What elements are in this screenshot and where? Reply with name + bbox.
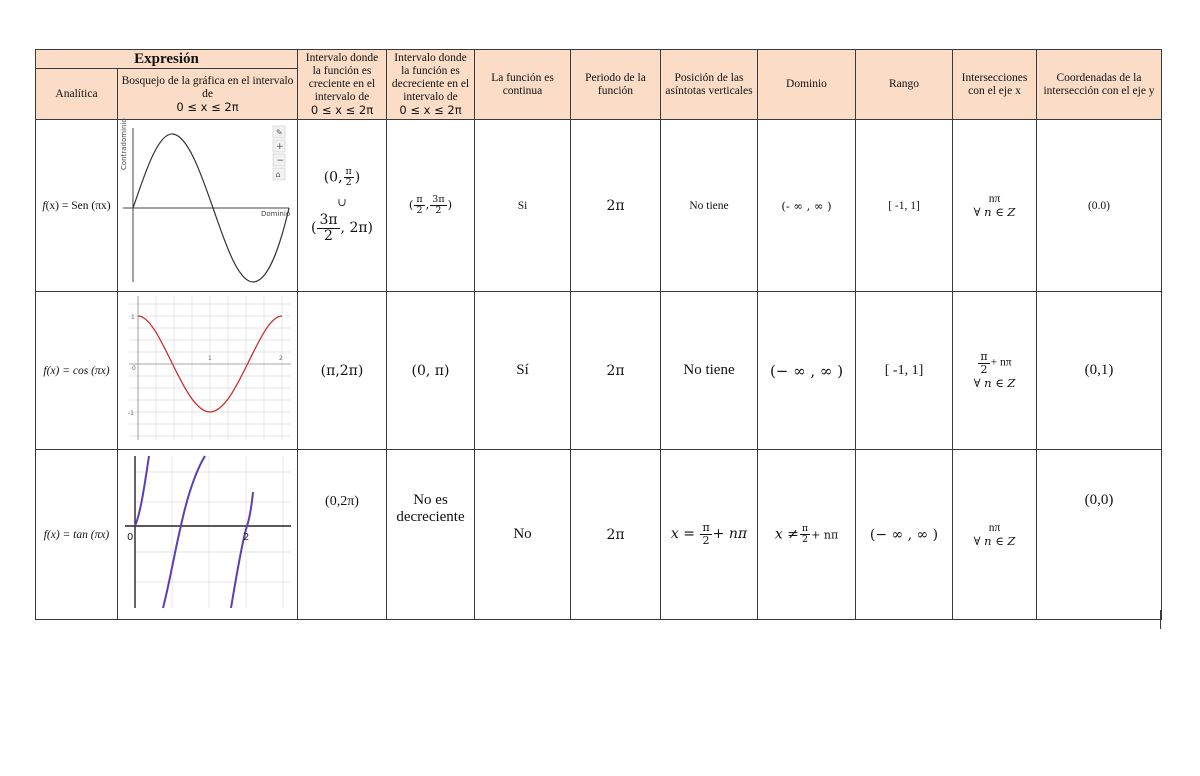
cosine-x-one-label: 1 (207, 355, 212, 362)
tangent-graph (121, 452, 295, 612)
cosine-y-bottom-label: -1 (127, 410, 134, 417)
tan-intersecciones-top: nπ (988, 521, 1001, 534)
function-table-document (35, 49, 1161, 620)
sen-dominio-cell: (- ∞ , ∞ ) (758, 120, 856, 292)
cosine-x-two-label: 2 (278, 355, 283, 362)
sen-creciente-b-num: 3π (319, 212, 338, 229)
sen-creciente-a-frac (344, 167, 354, 188)
decreciente-header-text: Intervalo donde la función es decreciente en el intervalo de (391, 52, 470, 103)
tan-decreciente-cell: No es decreciente (387, 450, 475, 620)
function-properties-table (35, 49, 1162, 620)
cosine-grid (129, 296, 291, 440)
bosquejo-header-range: 0 ≤ x ≤ 2π (176, 99, 239, 114)
sen-decreciente-open: ( (408, 197, 414, 212)
sine-graph (119, 118, 295, 284)
cosine-y-top-label: 1 (130, 314, 135, 321)
cos-asintotas-cell: No tiene (661, 292, 758, 450)
cos-intersecciones-num: π (980, 350, 988, 364)
cos-function-cell: f(x) = cos (πx) (36, 292, 118, 450)
sen-decreciente-d1: 2 (416, 205, 423, 216)
bosquejo-header (118, 69, 298, 120)
sen-periodo-cell: 2π (571, 120, 661, 292)
sen-creciente-a-close: ) (354, 169, 361, 186)
cos-intersecciones-bottom: ∀ n ∈ Z (973, 375, 1016, 390)
sen-function-name: f (42, 199, 46, 212)
bosquejo-header-text: Bosquejo de la gráfica en el intervalo de (121, 74, 294, 100)
sen-creciente-b-tail: , 2π) (340, 220, 374, 237)
cos-creciente-cell: (π,2π) (298, 292, 387, 450)
sen-creciente-b-frac (317, 213, 339, 243)
table-row (36, 120, 1162, 292)
sen-creciente-a-num: π (345, 166, 352, 178)
sen-function-cell (36, 120, 118, 292)
svg-text:⌂: ⌂ (275, 170, 281, 179)
coordenadas-header: Coordenadas de la intersección con el eje y (1037, 50, 1162, 120)
tan-asintotas-cell (661, 450, 758, 620)
tan-intersecciones-bottom: ∀ n ∈ Z (973, 533, 1016, 548)
tan-dominio-pre: x ≠ (774, 526, 799, 543)
tangent-x-zero-label: 0 (126, 532, 133, 543)
tan-asintotas-den: 2 (702, 534, 710, 547)
sen-decreciente-frac1 (414, 195, 424, 216)
tan-asintotas-num: π (702, 521, 710, 535)
periodo-header: Periodo de la función (571, 50, 661, 120)
tan-periodo-cell: 2π (571, 450, 661, 620)
tan-rango-cell: (− ∞ , ∞ ) (856, 450, 953, 620)
sen-continua-cell: Si (475, 120, 571, 292)
cosine-graph (121, 294, 295, 442)
sen-decreciente-d2: 2 (435, 205, 442, 216)
analitica-header: Analítica (36, 69, 118, 120)
sen-decreciente-frac2 (430, 195, 446, 216)
sen-decreciente-close: ) (447, 197, 453, 212)
home-icon[interactable] (273, 168, 285, 180)
sen-rango-cell: [ -1, 1] (856, 120, 953, 292)
tan-asintotas-post: + nπ (712, 526, 748, 543)
creciente-header-range: 0 ≤ x ≤ 2π (310, 103, 374, 117)
sen-creciente-b-open: ( (310, 220, 317, 237)
tan-dominio-cell (758, 450, 856, 620)
tan-dominio-den: 2 (801, 534, 809, 545)
tangent-branch-3 (231, 492, 253, 608)
sen-intersecciones-cell (953, 120, 1037, 292)
table-row (36, 450, 1162, 620)
sen-graph-cell (118, 120, 298, 292)
tan-dominio-post: + nπ (811, 528, 839, 542)
sen-intersecciones-bottom: ∀ n ∈ Z (973, 204, 1016, 219)
svg-text:✎: ✎ (275, 128, 283, 137)
cos-rango-cell: [ -1, 1] (856, 292, 953, 450)
cos-intersecciones-frac (978, 351, 989, 375)
zoom-in-icon[interactable] (273, 140, 285, 152)
tangent-branch-1 (135, 456, 149, 526)
sen-creciente-b-den: 2 (324, 227, 333, 244)
tan-dominio-frac (800, 524, 810, 545)
cos-dominio-cell: (− ∞ , ∞ ) (758, 292, 856, 450)
wrench-icon[interactable] (273, 126, 285, 138)
zoom-out-icon[interactable] (273, 154, 285, 166)
sen-creciente-union: ∪ (337, 196, 347, 210)
cos-intersecciones-cell (953, 292, 1037, 450)
sen-intersecciones-top: nπ (988, 192, 1001, 205)
tan-creciente-cell: (0,2π) (298, 450, 387, 620)
tan-function-cell: f(x) = tan (πx) (36, 450, 118, 620)
cos-intersecciones-den: 2 (980, 363, 988, 376)
sen-decreciente-cell (387, 120, 475, 292)
sen-creciente-a-open: (0, (323, 169, 343, 186)
asintotas-header: Posición de las asíntotas verticales (661, 50, 758, 120)
rango-header: Rango (856, 50, 953, 120)
decreciente-header-range: 0 ≤ x ≤ 2π (399, 103, 462, 117)
decreciente-header (387, 50, 475, 120)
tan-graph-cell (118, 450, 298, 620)
sine-y-axis-label: Contradominio (119, 118, 128, 170)
cosine-x-zero-label: 0 (131, 365, 136, 372)
tan-coordenada-cell: (0,0) (1037, 450, 1162, 620)
intersecciones-header: Intersecciones con el eje x (953, 50, 1037, 120)
sen-function-args: (x) = Sen (πx) (45, 199, 111, 212)
tan-intersecciones-cell (953, 450, 1037, 620)
cos-graph-cell (118, 292, 298, 450)
creciente-header-text: Intervalo donde la función es creciente en el intervalo de (305, 52, 379, 103)
table-row (36, 292, 1162, 450)
tan-continua-cell: No (475, 450, 571, 620)
sen-asintotas-cell: No tiene (661, 120, 758, 292)
cos-intersecciones-plus: + nπ (990, 357, 1012, 370)
tangent-grid (135, 456, 291, 608)
table-edge-line (1160, 610, 1161, 629)
sen-decreciente-n1: π (416, 194, 423, 206)
cos-continua-cell: Sí (475, 292, 571, 450)
svg-text:−: − (276, 156, 284, 166)
cos-intersecciones-top (956, 351, 1033, 375)
cos-periodo-cell: 2π (571, 292, 661, 450)
dominio-header: Dominio (758, 50, 856, 120)
sen-creciente-cell (298, 120, 387, 292)
expresion-header: Expresión (36, 50, 298, 69)
sine-x-axis-label: Dominio (260, 210, 290, 218)
cos-decreciente-cell: (0, π) (387, 292, 475, 450)
sen-decreciente-comma: , (425, 197, 430, 212)
sen-decreciente-n2: 3π (432, 194, 445, 206)
tangent-x-two-label: 2 (242, 532, 249, 543)
cos-coordenada-cell: (0,1) (1037, 292, 1162, 450)
sen-creciente-a-den: 2 (345, 177, 352, 189)
tan-asintotas-pre: x = (670, 526, 695, 543)
tan-asintotas-frac (700, 522, 711, 546)
tan-dominio-num: π (801, 523, 809, 535)
creciente-header (298, 50, 387, 120)
tangent-branch-2 (163, 456, 205, 608)
sen-coordenada-cell: (0.0) (1037, 120, 1162, 292)
sen-creciente-a (301, 167, 383, 188)
svg-text:+: + (275, 142, 284, 152)
continua-header: La función es continua (475, 50, 571, 120)
sen-creciente-b (301, 213, 383, 243)
